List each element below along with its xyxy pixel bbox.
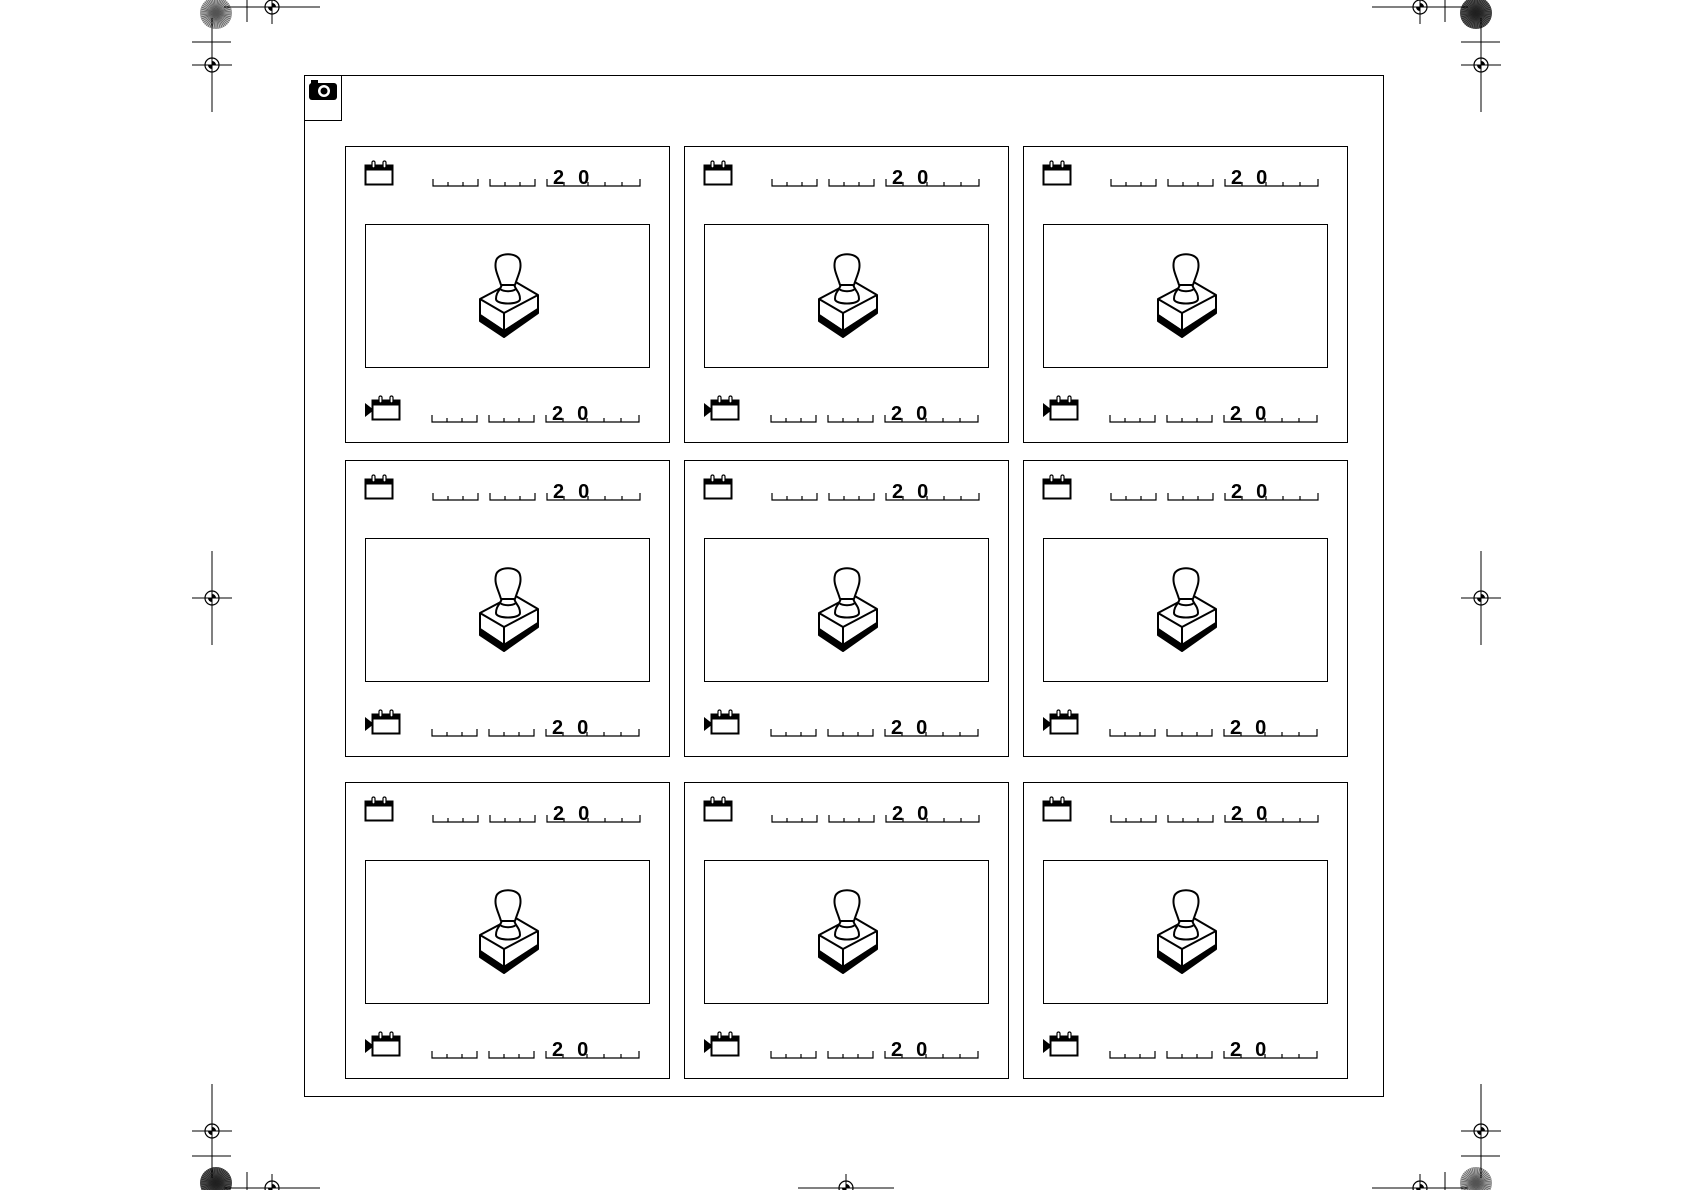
calendar-icon bbox=[364, 474, 394, 500]
year-prefix-text: 20 bbox=[892, 481, 943, 503]
date-boxes bbox=[1110, 167, 1320, 189]
year-prefix-text: 20 bbox=[552, 1039, 603, 1061]
photo-area bbox=[1043, 538, 1328, 682]
date-field-top[interactable] bbox=[771, 167, 981, 189]
date-boxes bbox=[432, 167, 642, 189]
year-prefix-text: 20 bbox=[1230, 403, 1281, 425]
registration-mark-icon bbox=[1372, 0, 1468, 24]
date-boxes bbox=[431, 1039, 641, 1061]
date-field-bottom[interactable] bbox=[1109, 1039, 1319, 1061]
date-field-bottom[interactable] bbox=[770, 403, 980, 425]
year-prefix-text: 20 bbox=[1231, 167, 1282, 189]
date-boxes bbox=[431, 717, 641, 739]
registration-mark-icon bbox=[192, 551, 232, 645]
photo-area bbox=[704, 538, 989, 682]
stamp-icon bbox=[474, 563, 542, 659]
camera-icon bbox=[308, 79, 338, 101]
registration-mark-icon bbox=[1372, 1174, 1468, 1190]
photo-area bbox=[1043, 860, 1328, 1004]
date-boxes bbox=[771, 803, 981, 825]
year-prefix-text: 20 bbox=[1230, 717, 1281, 739]
date-field-top[interactable] bbox=[432, 481, 642, 503]
registration-mark-icon bbox=[224, 1174, 320, 1190]
color-wheel-icon bbox=[200, 1167, 232, 1190]
date-field-bottom[interactable] bbox=[1109, 403, 1319, 425]
calendar-icon bbox=[1042, 796, 1072, 822]
stamp-card-1 bbox=[345, 146, 670, 443]
registration-mark-icon bbox=[1461, 1084, 1501, 1178]
date-boxes bbox=[770, 1039, 980, 1061]
stamp-icon bbox=[813, 563, 881, 659]
date-field-top[interactable] bbox=[432, 803, 642, 825]
photo-area bbox=[1043, 224, 1328, 368]
camera-icon-box bbox=[304, 75, 342, 121]
year-prefix-text: 20 bbox=[1230, 1039, 1281, 1061]
registration-mark-icon bbox=[1461, 18, 1501, 112]
date-boxes bbox=[1110, 481, 1320, 503]
date-field-top[interactable] bbox=[771, 803, 981, 825]
stamp-card-5 bbox=[684, 460, 1009, 757]
year-prefix-text: 20 bbox=[892, 167, 943, 189]
stamp-card-2 bbox=[684, 146, 1009, 443]
year-prefix-text: 20 bbox=[892, 803, 943, 825]
expiry-calendar-icon bbox=[1042, 709, 1080, 737]
stamp-icon bbox=[813, 249, 881, 345]
date-boxes bbox=[1110, 803, 1320, 825]
stamp-card-7 bbox=[345, 782, 670, 1079]
stamp-card-3 bbox=[1023, 146, 1348, 443]
date-boxes bbox=[771, 167, 981, 189]
stamp-card-9 bbox=[1023, 782, 1348, 1079]
date-field-bottom[interactable] bbox=[770, 717, 980, 739]
color-wheel-icon bbox=[1460, 0, 1492, 29]
photo-area bbox=[704, 224, 989, 368]
date-field-top[interactable] bbox=[771, 481, 981, 503]
date-field-bottom[interactable] bbox=[1109, 717, 1319, 739]
stamp-icon bbox=[474, 249, 542, 345]
date-boxes bbox=[432, 803, 642, 825]
photo-area bbox=[704, 860, 989, 1004]
date-field-top[interactable] bbox=[1110, 803, 1320, 825]
expiry-calendar-icon bbox=[364, 709, 402, 737]
date-boxes bbox=[431, 403, 641, 425]
date-boxes bbox=[432, 481, 642, 503]
date-field-bottom[interactable] bbox=[770, 1039, 980, 1061]
color-wheel-icon bbox=[1460, 1167, 1492, 1190]
date-field-top[interactable] bbox=[432, 167, 642, 189]
color-wheel-icon bbox=[200, 0, 232, 29]
year-prefix-text: 20 bbox=[553, 803, 604, 825]
year-prefix-text: 20 bbox=[891, 403, 942, 425]
year-prefix-text: 20 bbox=[1231, 803, 1282, 825]
stamp-card-8 bbox=[684, 782, 1009, 1079]
year-prefix-text: 20 bbox=[552, 717, 603, 739]
stamp-icon bbox=[1152, 249, 1220, 345]
year-prefix-text: 20 bbox=[552, 403, 603, 425]
registration-mark-icon bbox=[192, 18, 232, 112]
photo-area bbox=[365, 224, 650, 368]
date-boxes bbox=[1109, 1039, 1319, 1061]
expiry-calendar-icon bbox=[364, 1031, 402, 1059]
year-prefix-text: 20 bbox=[553, 167, 604, 189]
year-prefix-text: 20 bbox=[1231, 481, 1282, 503]
year-prefix-text: 20 bbox=[891, 1039, 942, 1061]
expiry-calendar-icon bbox=[364, 395, 402, 423]
expiry-calendar-icon bbox=[1042, 395, 1080, 423]
calendar-icon bbox=[1042, 474, 1072, 500]
registration-mark-icon bbox=[192, 1084, 232, 1178]
date-field-top[interactable] bbox=[1110, 481, 1320, 503]
expiry-calendar-icon bbox=[703, 709, 741, 737]
calendar-icon bbox=[364, 796, 394, 822]
stamp-icon bbox=[1152, 885, 1220, 981]
photo-area bbox=[365, 860, 650, 1004]
date-boxes bbox=[1109, 717, 1319, 739]
date-boxes bbox=[770, 403, 980, 425]
registration-mark-icon bbox=[798, 1174, 894, 1190]
calendar-icon bbox=[703, 474, 733, 500]
stamp-icon bbox=[1152, 563, 1220, 659]
expiry-calendar-icon bbox=[1042, 1031, 1080, 1059]
registration-mark-icon bbox=[1461, 551, 1501, 645]
date-field-top[interactable] bbox=[1110, 167, 1320, 189]
registration-mark-icon bbox=[224, 0, 320, 24]
expiry-calendar-icon bbox=[703, 1031, 741, 1059]
stamp-card-4 bbox=[345, 460, 670, 757]
date-boxes bbox=[1109, 403, 1319, 425]
date-boxes bbox=[770, 717, 980, 739]
calendar-icon bbox=[703, 160, 733, 186]
date-field-bottom[interactable] bbox=[431, 1039, 641, 1061]
stamp-card-6 bbox=[1023, 460, 1348, 757]
stamp-icon bbox=[474, 885, 542, 981]
date-boxes bbox=[771, 481, 981, 503]
year-prefix-text: 20 bbox=[891, 717, 942, 739]
calendar-icon bbox=[1042, 160, 1072, 186]
calendar-icon bbox=[364, 160, 394, 186]
year-prefix-text: 20 bbox=[553, 481, 604, 503]
date-field-bottom[interactable] bbox=[431, 403, 641, 425]
date-field-bottom[interactable] bbox=[431, 717, 641, 739]
stamp-icon bbox=[813, 885, 881, 981]
calendar-icon bbox=[703, 796, 733, 822]
photo-area bbox=[365, 538, 650, 682]
expiry-calendar-icon bbox=[703, 395, 741, 423]
